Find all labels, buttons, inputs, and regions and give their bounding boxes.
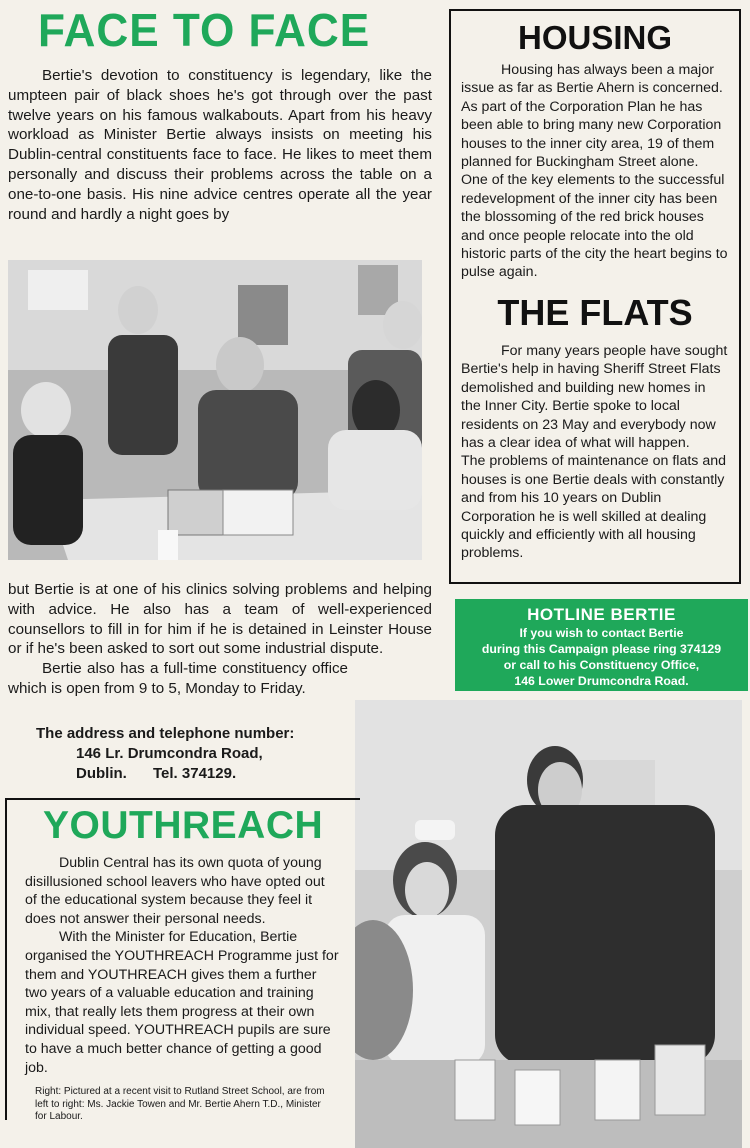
youthreach-photo xyxy=(355,700,742,1148)
address-block xyxy=(36,724,294,784)
youthreach-text xyxy=(25,854,339,1077)
housing-text xyxy=(451,58,739,282)
face-to-face-para1 xyxy=(8,66,432,224)
address-tel: Tel. 374129. xyxy=(153,765,237,782)
face-to-face-title: FACE TO FACE xyxy=(38,4,371,56)
youthreach-para1: Dublin Central has its own quota of young disillusioned school leavers who have opted out of the educational system because they feel it does not answer their personal needs. xyxy=(25,855,325,927)
hotline-line3: or call to his Constituency Office, xyxy=(503,658,700,672)
address-city: Dublin. xyxy=(76,765,127,782)
flats-title: THE FLATS xyxy=(497,291,693,333)
hotline-title: HOTLINE BERTIE xyxy=(527,605,676,624)
hotline-line1: If you wish to contact Bertie xyxy=(519,626,684,640)
youthreach-para2: With the Minister for Education, Bertie organised the YOUTHREACH Programme just for them and YOUTHREACH gives them a further two years of a valuable education and training mix, that really lets them progress at their own individual speed. YOUTHREACH pupils are sure to have a much better chance of getting a good job. xyxy=(25,929,339,1076)
face-para3-text: Bertie also has a full-time constituency office which is open from 9 to 5, Monday to Friday. xyxy=(8,660,348,697)
address-label: The address and telephone number: xyxy=(36,725,295,742)
youthreach-caption: Right: Pictured at a recent visit to Rutland Street School, are from left to right: Ms. Jackie Towen and Mr. Bertie Ahern T.D., Minister for Labour. xyxy=(35,1086,325,1122)
clinic-photo-illustration xyxy=(8,260,422,560)
housing-title: HOUSING xyxy=(517,19,672,56)
face-to-face-para2 xyxy=(8,580,432,699)
housing-text-para: Housing has always been a major issue as far as Bertie Ahern is concerned. As part of the Corporation Plan he has been able to bring many new Corporation houses to the inner city area, 19 of them planned for Buckingham Street alone. One of the key elements to the successful redevelopment of the inner city has been the blossoming of the red brick houses and once people relocate into the old historic parts of the city the heart begins to pulse again. xyxy=(461,62,728,281)
face-para1-text: Bertie's devotion to constituency is legendary, like the umpteen pair of black shoes he's got through over the past twelve years on his famous walkabouts. Apart from his heavy workload as Minister Bertie always insists on meeting his Dublin-central constituents face to face. He likes to meet them personally and discuss their problems across the table on a one-to-one basis. His nine advice centres operate all the year round and hardly a night goes by xyxy=(8,67,432,223)
youthreach-box xyxy=(5,798,360,1120)
address-line1: 146 Lr. Drumcondra Road, xyxy=(76,745,263,762)
clinic-photo xyxy=(8,260,422,560)
youthreach-photo-illustration xyxy=(355,700,742,1148)
hotline-line2: during this Campaign please ring 374129 xyxy=(481,642,722,656)
hotline-line4: 146 Lower Drumcondra Road. xyxy=(514,674,689,688)
flats-para2: The problems of maintenance on flats and houses is one Bertie deals with constantly and from his 10 years on Dublin Corporation he is well skilled at dealing quickly and efficiently with all housing problems. xyxy=(461,453,726,562)
housing-flats-box xyxy=(449,9,741,584)
youthreach-title: YOUTHREACH xyxy=(43,804,324,847)
hotline-box xyxy=(455,599,748,691)
flats-text xyxy=(451,334,739,563)
face-para2-text: but Bertie is at one of his clinics solving problems and helping with advice. He also has a team of well-experienced counsellors to fill in for him if he is detained in Leinster House or if he's been asked to sort out some industrial dispute. xyxy=(8,581,432,658)
flats-para1: For many years people have sought Bertie's help in having Sheriff Street Flats demolished and building new homes in the Inner City. Bertie spoke to local residents on 23 May and everybody now has a clear idea of what will happen. xyxy=(461,342,728,451)
